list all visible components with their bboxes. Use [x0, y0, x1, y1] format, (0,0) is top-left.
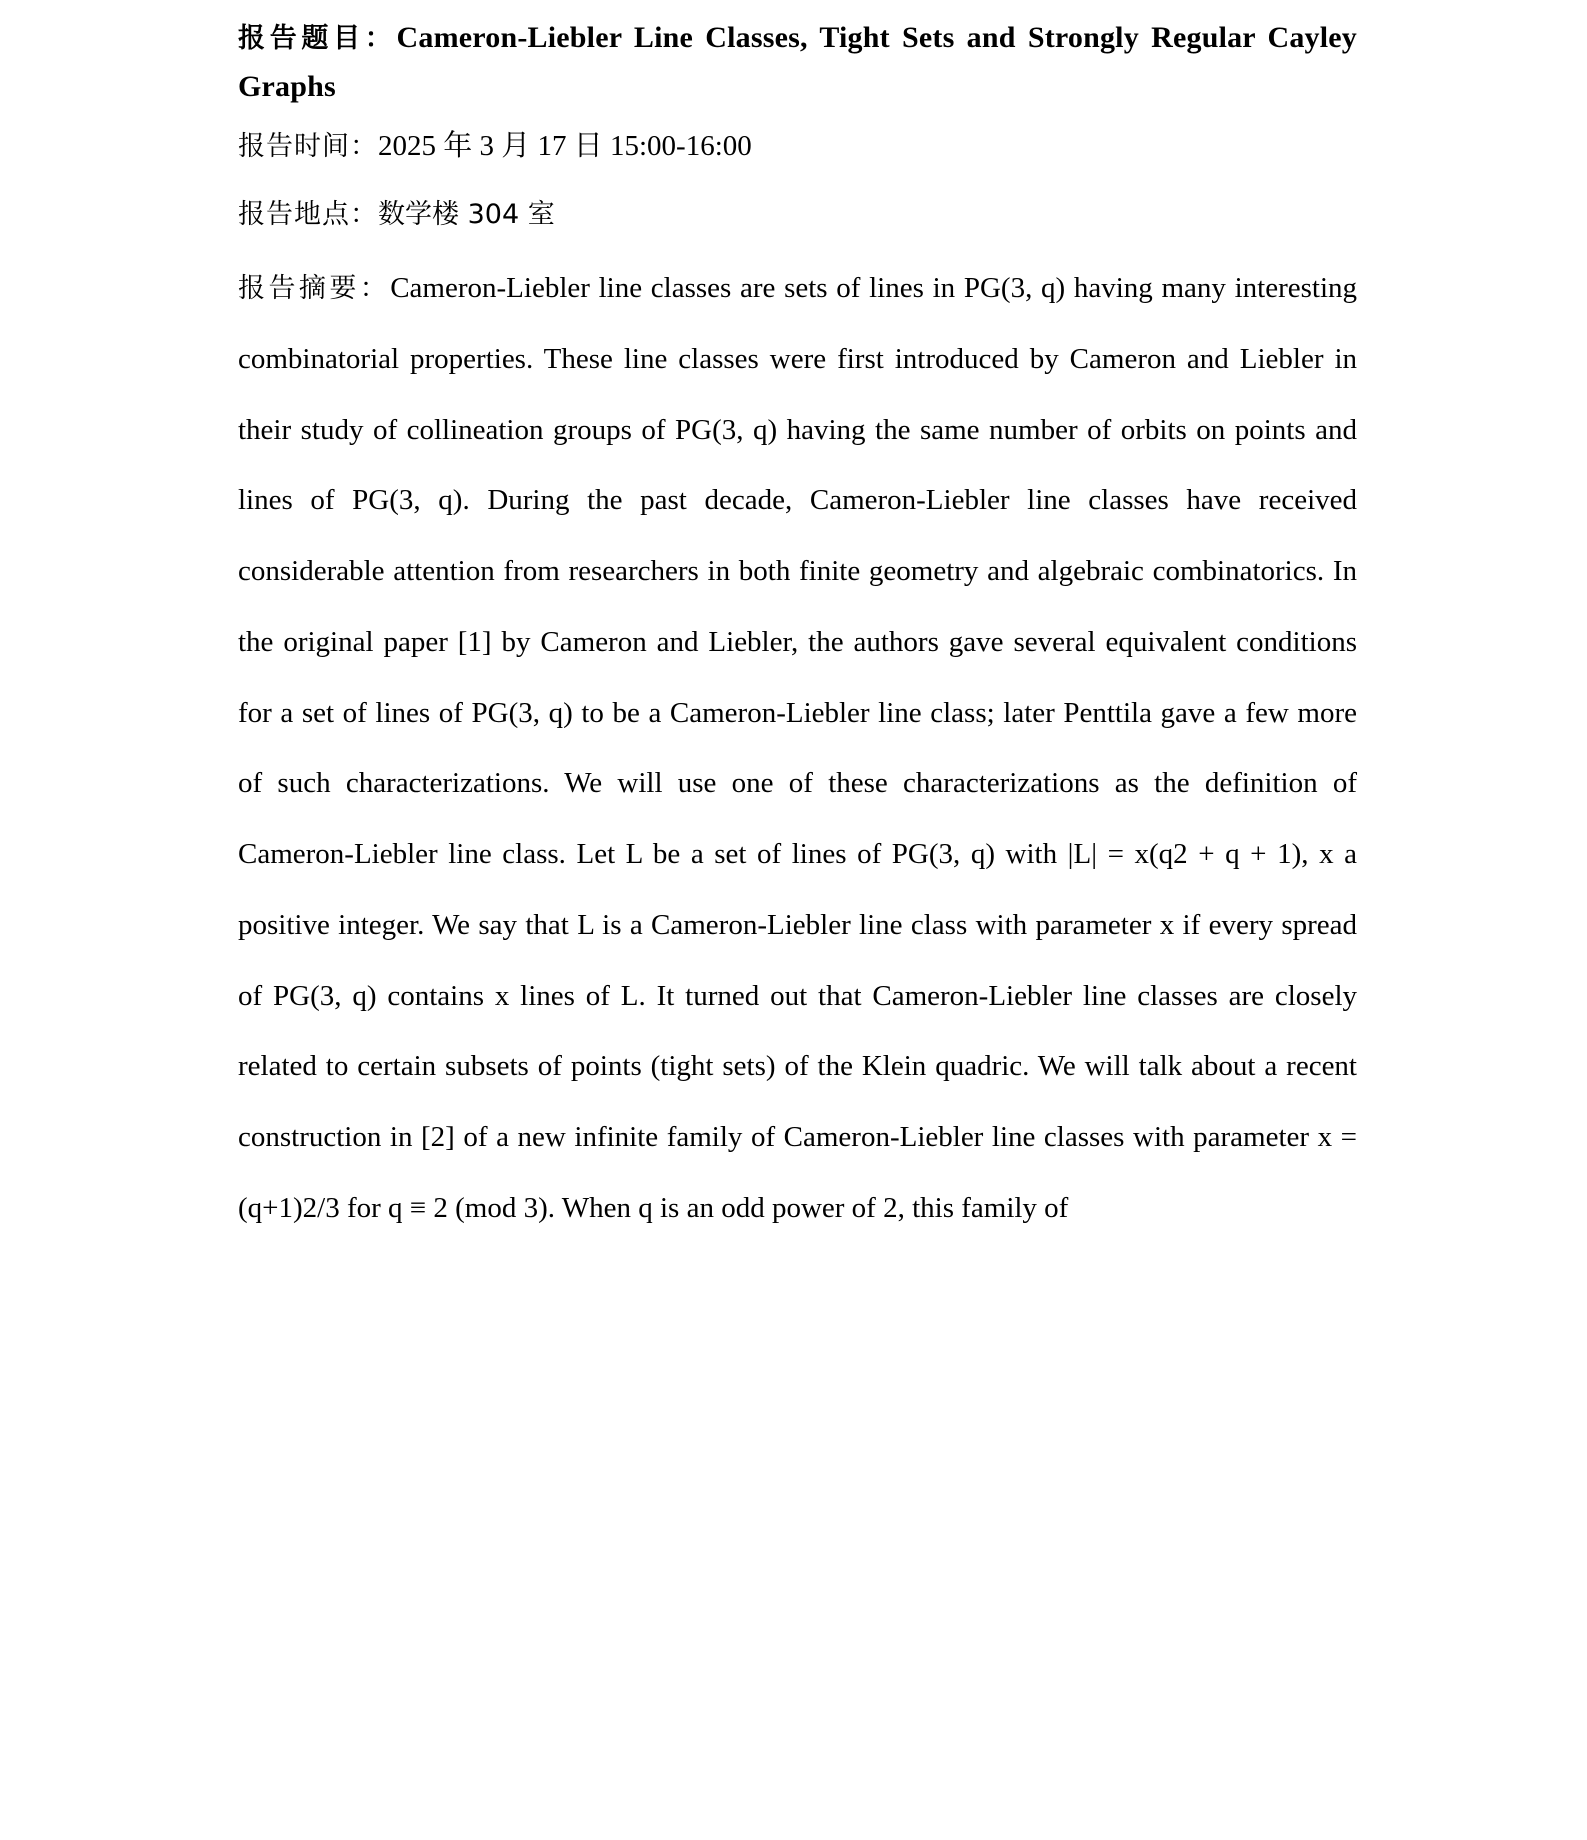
talk-place-line [238, 180, 1357, 248]
talk-time-label: 报告时间： [238, 130, 378, 162]
talk-abstract-text: Cameron-Liebler line classes are sets of lines in PG(3, q) having many interesting combinatorial properties. These line classes were first introduced by Cameron and Liebler in their study of collineation groups of PG(3, q) having the same number of orbits on points and lines of PG(3, q). During the past decade, Cameron-Liebler line classes have received considerable attention from researchers in both finite geometry and algebraic combinatorics. In the original paper [1] by Cameron and Liebler, the authors gave several equivalent conditions for a set of lines of PG(3, q) to be a Cameron-Liebler line class; later Penttila gave a few more of such characterizations. We will use one of these characterizations as the definition of Cameron-Liebler line class. Let L be a set of lines of PG(3, q) with |L| = x(q2 + q + 1), x a positive integer. We say that L is a Cameron-Liebler line class with parameter x if every spread of PG(3, q) contains x lines of L. It turned out that Cameron-Liebler line classes are closely related to certain subsets of points (tight sets) of the Klein quadric. We will talk about a recent construction in [2] of a new infinite family of Cameron-Liebler line classes with parameter x = (q+1)2/3 for q ≡ 2 (mod 3). When q is an odd power of 2, this family of [238, 272, 1358, 1224]
talk-title-block [238, 14, 1357, 112]
talk-title-label: 报告题目： [238, 23, 397, 54]
talk-abstract-block [238, 253, 1357, 1244]
talk-time-line [238, 112, 1357, 180]
talk-title-text: Cameron-Liebler Line Classes, Tight Sets and Strongly Regular Cayley Graphs [238, 21, 1357, 103]
talk-place-value: 数学楼 304 室 [378, 198, 555, 230]
talk-place-label: 报告地点： [238, 198, 378, 230]
talk-abstract-label: 报告摘要： [238, 273, 391, 305]
talk-time-value: 2025 年 3 月 17 日 15:00-16:00 [378, 129, 752, 162]
